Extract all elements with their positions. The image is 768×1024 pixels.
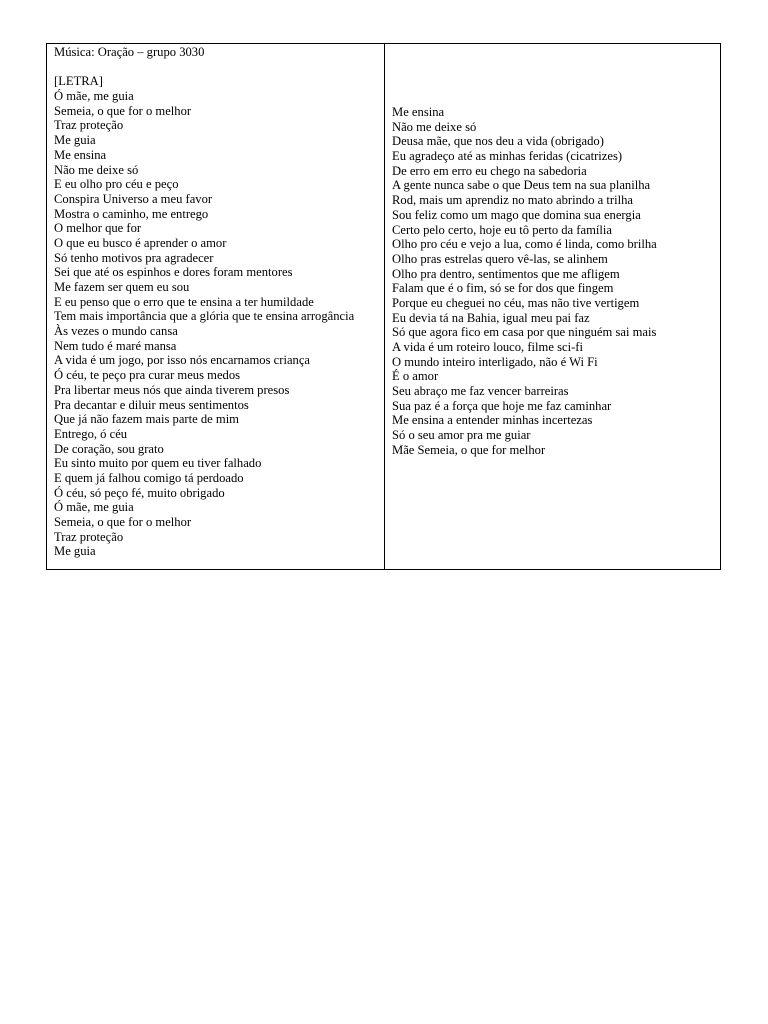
lyric-line: Às vezes o mundo cansa	[54, 324, 178, 339]
lyric-line: Ó céu, te peço pra curar meus medos	[54, 368, 241, 383]
lyric-line: Deusa mãe, que nos deu a vida (obrigado)	[392, 134, 604, 149]
lyric-line: Só tenho motivos pra agradecer	[54, 250, 214, 265]
lyric-line: Me ensina	[392, 105, 445, 119]
lyric-line: Olho pras estrelas quero vê-las, se alinhem	[392, 251, 608, 266]
lyric-line: O que eu busco é aprender o amor	[54, 235, 227, 250]
lyric-line: Mostra o caminho, me entrego	[54, 206, 209, 221]
lyric-line: Me guia	[54, 133, 96, 148]
lyric-line: Ó mãe, me guia	[54, 500, 134, 515]
lyric-line: Certo pelo certo, hoje eu tô perto da família	[392, 222, 612, 237]
lyric-line: Entrego, ó céu	[54, 426, 128, 441]
song-title: Música: Oração – grupo 3030	[54, 45, 205, 59]
lyric-line: Olho pra dentro, sentimentos que me afligem	[392, 266, 620, 281]
lyric-line: Me guia	[54, 544, 96, 559]
lyric-line: Não me deixe só	[54, 162, 139, 177]
lyric-line: Traz proteção	[54, 118, 124, 133]
lyrics-column-left	[47, 44, 385, 569]
lyric-line: Seu abraço me faz vencer barreiras	[392, 384, 569, 399]
lyrics-lines-left	[54, 89, 378, 559]
lyric-line: Sou feliz como um mago que domina sua energia	[392, 207, 641, 222]
lyric-line: Semeia, o que for o melhor	[54, 103, 192, 118]
lyric-line: É o amor	[392, 369, 439, 384]
lyrics-lines-right	[392, 105, 714, 458]
lyric-line: E quem já falhou comigo tá perdoado	[54, 470, 244, 485]
lyric-line: Me ensina	[54, 147, 107, 162]
lyric-line: Semeia, o que for o melhor	[54, 515, 192, 529]
lyric-line: A gente nunca sabe o que Deus tem na sua planilha	[392, 178, 651, 193]
lyric-line: Eu devia tá na Bahia, igual meu pai faz	[392, 310, 590, 325]
lyric-line: Sei que até os espinhos e dores foram mentores	[54, 265, 293, 280]
lyrics-column-right	[385, 44, 720, 569]
lyric-line: Me fazem ser quem eu sou	[54, 280, 190, 294]
lyric-line: Porque eu cheguei no céu, mas não tive vertigem	[392, 295, 640, 310]
lyric-line: Ó mãe, me guia	[54, 89, 134, 104]
lyrics-table	[46, 43, 721, 570]
lyric-line: Tem mais importância que a glória que te ensina arrogância	[54, 309, 355, 324]
lyric-line: De erro em erro eu chego na sabedoria	[392, 163, 587, 178]
lyric-line: Sua paz é a força que hoje me faz caminhar	[392, 398, 612, 413]
lyric-line: Traz proteção	[54, 529, 124, 544]
lyric-line: Olho pro céu e vejo a lua, como é linda, como brilha	[392, 237, 657, 252]
lyric-line: Não me deixe só	[392, 119, 477, 134]
lyric-line: O mundo inteiro interligado, não é Wi Fi	[392, 354, 598, 369]
lyric-line: Rod, mais um aprendiz no mato abrindo a trilha	[392, 193, 633, 208]
lyric-line: Ó céu, só peço fé, muito obrigado	[54, 485, 225, 500]
lyric-line: O melhor que for	[54, 221, 142, 236]
section-label: [LETRA]	[54, 74, 103, 89]
lyric-line: A vida é um roteiro louco, filme sci-fi	[392, 340, 583, 354]
lyric-line: Só que agora fico em casa por que ninguém sai mais	[392, 325, 657, 340]
lyric-line: De coração, sou grato	[54, 441, 164, 456]
lyric-line: Pra decantar e diluir meus sentimentos	[54, 397, 249, 412]
lyric-line: Pra libertar meus nós que ainda tiverem presos	[54, 382, 290, 397]
lyric-line: E eu olho pro céu e peço	[54, 177, 179, 192]
blank-line	[54, 60, 378, 75]
lyric-line: Eu agradeço até as minhas feridas (cicatrizes)	[392, 149, 623, 164]
lyric-line: Conspira Universo a meu favor	[54, 191, 213, 206]
lyric-line: Que já não fazem mais parte de mim	[54, 412, 239, 427]
lyric-line: Mãe Semeia, o que for melhor	[392, 442, 546, 457]
lyric-line: Só o seu amor pra me guiar	[392, 428, 531, 443]
lyric-line: Me ensina a entender minhas incertezas	[392, 413, 593, 428]
lyric-line: Nem tudo é maré mansa	[54, 338, 177, 353]
lyric-line: A vida é um jogo, por isso nós encarnamos criança	[54, 353, 311, 368]
lyric-line: Eu sinto muito por quem eu tiver falhado	[54, 456, 262, 471]
lyric-line: E eu penso que o erro que te ensina a ter humildade	[54, 294, 314, 309]
lyric-line: Falam que é o fim, só se for dos que fingem	[392, 281, 614, 296]
